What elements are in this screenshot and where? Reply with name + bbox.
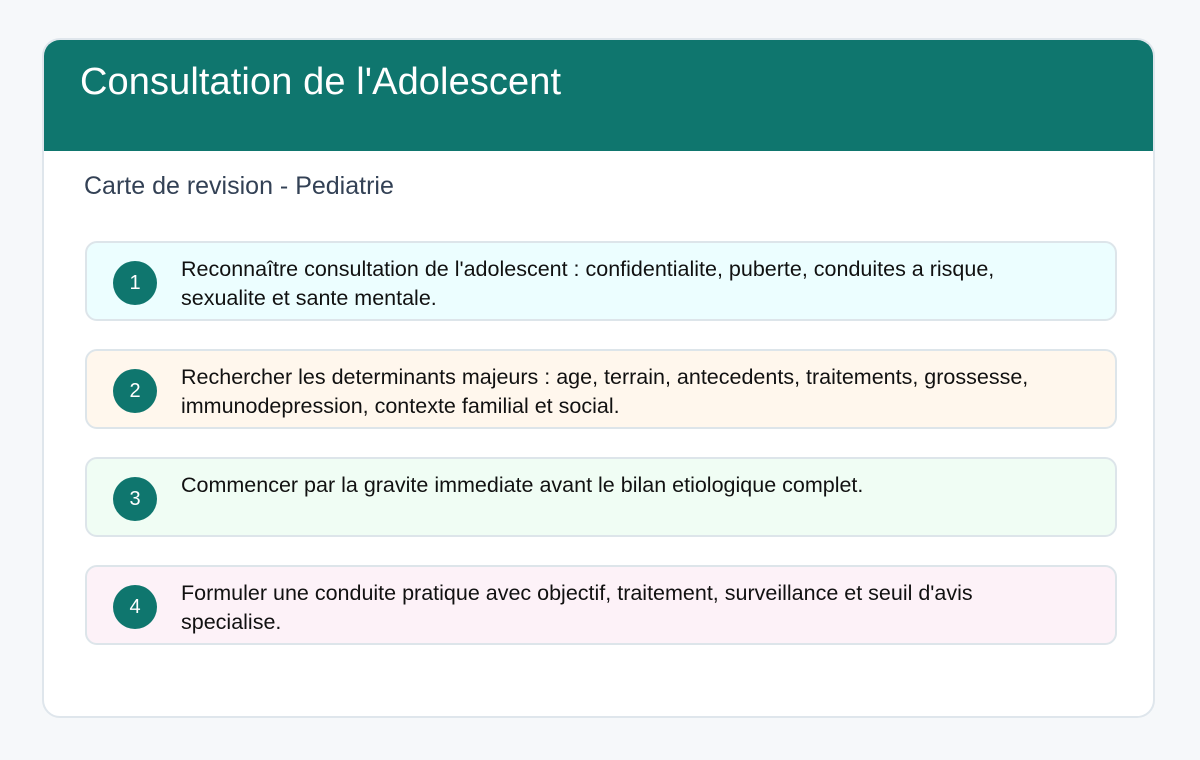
card-header	[44, 40, 1153, 151]
revision-card	[42, 38, 1155, 718]
list-item	[85, 241, 1117, 321]
step-number-badge: 2	[113, 369, 157, 413]
step-number-badge: 4	[113, 585, 157, 629]
list-item	[85, 349, 1117, 429]
page-title: Consultation de l'Adolescent	[80, 61, 562, 103]
card-subtitle: Carte de revision - Pediatrie	[84, 172, 394, 200]
list-item	[85, 457, 1117, 537]
list-item	[85, 565, 1117, 645]
list-item-text: Rechercher les determinants majeurs : age, terrain, antecedents, traitements, grossesse, immunodepression, contexte familial et social.	[181, 365, 1029, 418]
list-item-text: Formuler une conduite pratique avec objectif, traitement, surveillance et seuil d'avis specialise.	[181, 581, 973, 634]
list-item-text: Reconnaître consultation de l'adolescent : confidentialite, puberte, conduites a risque, sexualite et sante mentale.	[181, 257, 995, 310]
list-item-text: Commencer par la gravite immediate avant le bilan etiologique complet.	[181, 473, 864, 497]
step-number-badge: 3	[113, 477, 157, 521]
step-number-badge: 1	[113, 261, 157, 305]
